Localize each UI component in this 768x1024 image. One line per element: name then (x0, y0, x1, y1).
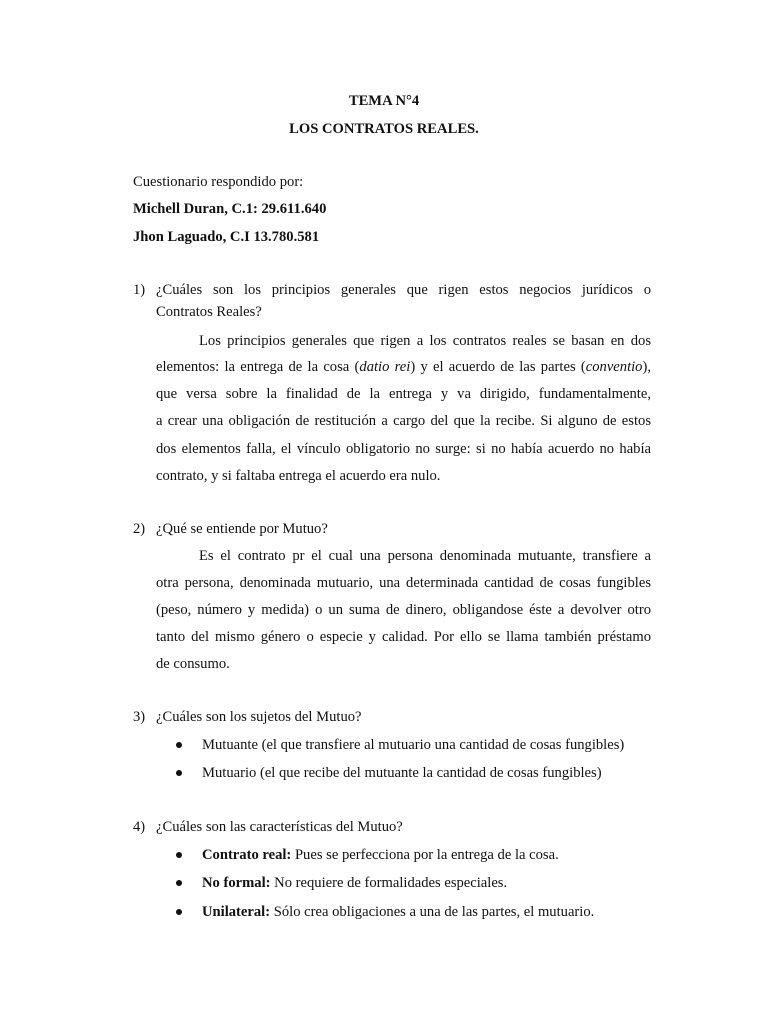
answer-2-line-1: Es el contrato pr el cual una persona denominada mutuante, transfiere a (199, 548, 651, 564)
list-item: Mutuante (el que transfiere al mutuario una cantidad de cosas fungibles) (202, 737, 625, 753)
question-number: 4) (133, 819, 146, 835)
answer-2-line-3: (peso, número y medida) o un suma de dinero, obligandose éste a devolver otro (156, 602, 651, 618)
answer-2-line-4: tanto del mismo género o especie y calidad. Por ello se llama también préstamo (156, 629, 651, 645)
answer-1-line-2: elementos: la entrega de la cosa (datio rei) y el acuerdo de las partes (conventio), (156, 359, 651, 375)
question-3: ¿Cuáles son los sujetos del Mutuo? (156, 709, 362, 725)
question-number: 2) (133, 521, 146, 537)
author-1: Michell Duran, C.1: 29.611.640 (133, 201, 327, 217)
document-subtitle: LOS CONTRATOS REALES. (289, 121, 479, 137)
list-item: Mutuario (el que recibe del mutuante la cantidad de cosas fungibles) (202, 765, 602, 781)
bullet-icon (176, 852, 182, 858)
answer-1-line-4: a crear una obligación de restitución a cargo del que la recibe. Si alguno de estos (156, 413, 651, 429)
answer-1-line-5: dos elementos falla, el vínculo obligatorio no surge: si no había acuerdo no había (156, 441, 651, 457)
answer-1-line-6: contrato, y si faltaba entrega el acuerdo era nulo. (156, 468, 441, 484)
bullet-icon (176, 880, 182, 886)
question-4: ¿Cuáles son las características del Mutuo? (156, 819, 403, 835)
question-1-line-2: Contratos Reales? (156, 304, 262, 320)
authors-intro: Cuestionario respondido por: (133, 174, 304, 190)
author-2: Jhon Laguado, C.I 13.780.581 (133, 229, 320, 245)
list-item: Unilateral: Sólo crea obligaciones a una de las partes, el mutuario. (202, 904, 595, 920)
bullet-icon (176, 770, 182, 776)
question-2: ¿Qué se entiende por Mutuo? (156, 521, 328, 537)
bullet-icon (176, 909, 182, 915)
bullet-icon (176, 742, 182, 748)
answer-1-line-1: Los principios generales que rigen a los contratos reales se basan en dos (199, 333, 651, 349)
list-item: Contrato real: Pues se perfecciona por la entrega de la cosa. (202, 847, 559, 863)
list-item: No formal: No requiere de formalidades especiales. (202, 875, 508, 891)
question-1-line-1: ¿Cuáles son los principios generales que rigen estos negocios jurídicos o (156, 282, 651, 298)
answer-1-line-3: que versa sobre la finalidad de la entrega y va dirigido, fundamentalmente, (156, 386, 651, 402)
answer-2-line-5: de consumo. (156, 656, 230, 672)
document-title: TEMA N°4 (348, 93, 420, 109)
answer-2-line-2: otra persona, denominada mutuario, una determinada cantidad de cosas fungibles (156, 575, 651, 591)
question-number: 1) (133, 282, 146, 298)
question-number: 3) (133, 709, 146, 725)
